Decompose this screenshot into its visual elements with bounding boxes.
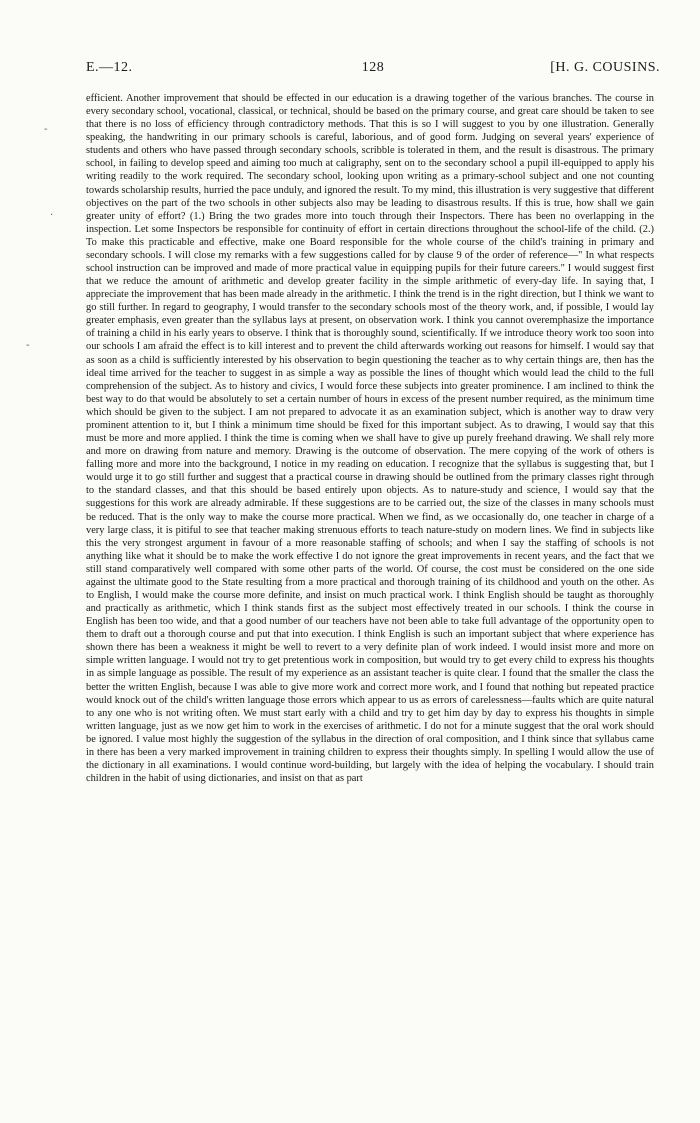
- page-number: 128: [361, 60, 385, 75]
- body-text: [86, 92, 654, 785]
- page-header: [86, 60, 660, 80]
- margin-mark: ·: [50, 210, 54, 221]
- margin-mark: -: [26, 340, 30, 351]
- report-code: E.—12.: [86, 60, 133, 75]
- body-paragraph: efficient. Another improvement that should be effected in our education is a drawing together of the various branches. The course in every secondary school, vocational, classical, or technical, should be based on the primary course, and great care should be taken to see that there is no loss of efficiency through contradictory methods. That this is so I will suggest to you by one illustration. Generally speaking, the handwriting in our primary schools is careful, laborious, and of good form. Judging on several years' experience of students and others who have passed through secondary schools, scribble is tolerated in them, and the result is disastrous. The primary school, in failing to develop speed and aiming too much at caligraphy, sent on to the secondary school a pupil ill-equipped to apply his writing readily to the work required. The secondary school, looking upon writing as a primary-school subject and one not counting towards scholarship results, hurried the pace unduly, and ignored the result. To my mind, this illustration is very suggestive that different objectives on the part of the two schools in other subjects also may be leading to disastrous results. If this is true, how shall we gain greater unity of effort? (1.) Bring the two grades more into touch through their Inspectors. There has been no overlapping in the inspection. Let some Inspectors be responsible for continuity of effort in certain directions throughout the school-life of the child. (2.) To make this practicable and effective, make one Board responsible for the whole course of the child's training in primary and secondary schools. I will close my remarks with a few suggestions called for by clause 9 of the order of reference—" In what respects school instruction can be improved and made of more practical value in equipping pupils for their future careers." I would suggest first that we reduce the amount of arithmetic and develop greater facility in the simple arithmetic of every-day life. In saying that, I appreciate the improvement that has been made already in the arithmetic. I think the trend is in the right direction, but I think we want to go still further. In regard to geography, I would transfer to the secondary schools most of the theory work, and, if possible, I would lay greater emphasis, even greater than the syllabus lays at present, on observation work. I think you cannot overemphasize the importance of training a child in his early years to observe. I think that is thoroughly sound, scientifically. If we introduce theory work too soon into our schools I am afraid the effect is to kill interest and to prevent the child afterwards working out reasons for himself. I would say that as soon as a child is sufficiently interested by his observation to begin questioning the teacher as to why certain things are, then has the ideal time arrived for the teacher to suggest in as simple a way as possible the lines of thought which would lead the child to the full comprehension of the subject. As to history and civics, I would force these subjects into greater prominence. I am inclined to think the best way to do that would be absolutely to set a certain number of hours in excess of the present number required, as the minimum time which should be given to the subject. I am not prepared to advocate it as an examination subject, which is another way to draw very prominent attention to it, but I think a minimum time should be fixed for this important subject. As to drawing, I would say that this must be more and more applied. I think the time is coming when we shall have to give up purely freehand drawing. We shall rely more and more on drawing from nature and memory. Drawing is the outcome of observation. The mere copying of the work of others is falling more and more into the background, I notice in my reading on education. I recognize that the syllabus is suggesting that, but I would urge it to go still further and suggest that a practical course in drawing should be outlined from the primary classes right through to the standard classes, and that this should be based entirely upon objects. As to nature-study and science, I would say that the suggestions for this work are already admirable. If these suggestions are to be carried out, the size of the classes in many schools must be reduced. That is the only way to make the course more practical. When we find, as we occasionally do, one teacher in charge of a very large class, it is pitiful to see that teacher making strenuous efforts to teach nature-study on modern lines. We find in subjects like this the very strongest argument in favour of a more reasonable staffing of schools; and when I say the staffing of schools is not anything like what it should be to make the work effective I do not ignore the great improvements in recent years, and the fact that we still stand comparatively well compared with some other parts of the world. Of course, the cost must be considered on the one side against the ultimate good to the State resulting from a more practical and thorough training of its childhood and youth on the other. As to English, I would make the course more definite, and insist on much practical work. I think English should be taught as thoroughly and practically as arithmetic, which I think stands first as the subject most effectively treated in our schools. I think the course in English has been too wide, and that a good number of our teachers have not been able to take full advantage of the opportunity open to them to draft out a thorough course and put that into execution. I think English is such an important subject that where experience has shown there has been a weakness it might be well to revert to a very definite plan of work indeed. I would insist more and more on simple written language. I would not try to get pretentious work in composition, but would try to get every child to express his thoughts in as simple language as possible. The result of my experience as an assistant teacher is quite clear. I found that the smaller the class the better the written English, because I was able to give more work and correct more work, and I found that nothing but repeated practice would knock out of the child's written language those errors which appear to us as errors of carelessness—faults which are quite natural to any one who is not writing often. We must start early with a child and try to get him day by day to express his thoughts in simple written language, just as we now get him to work in the exercises of arithmetic. I do not for a minute suggest that the oral work should be ignored. I value most highly the suggestion of the syllabus in the direction of oral composition, and I think since that syllabus came in there has been a very marked improvement in training children to express their thoughts simply. In spelling I would allow the use of the dictionary in all examinations. I would continue word-building, but largely with the idea of helping the vocabulary. I should train children in the habit of using dictionaries, and insist on that as part: [86, 93, 654, 785]
- speaker-name: [H. G. COUSINS.: [550, 60, 660, 75]
- margin-mark: -: [44, 124, 48, 135]
